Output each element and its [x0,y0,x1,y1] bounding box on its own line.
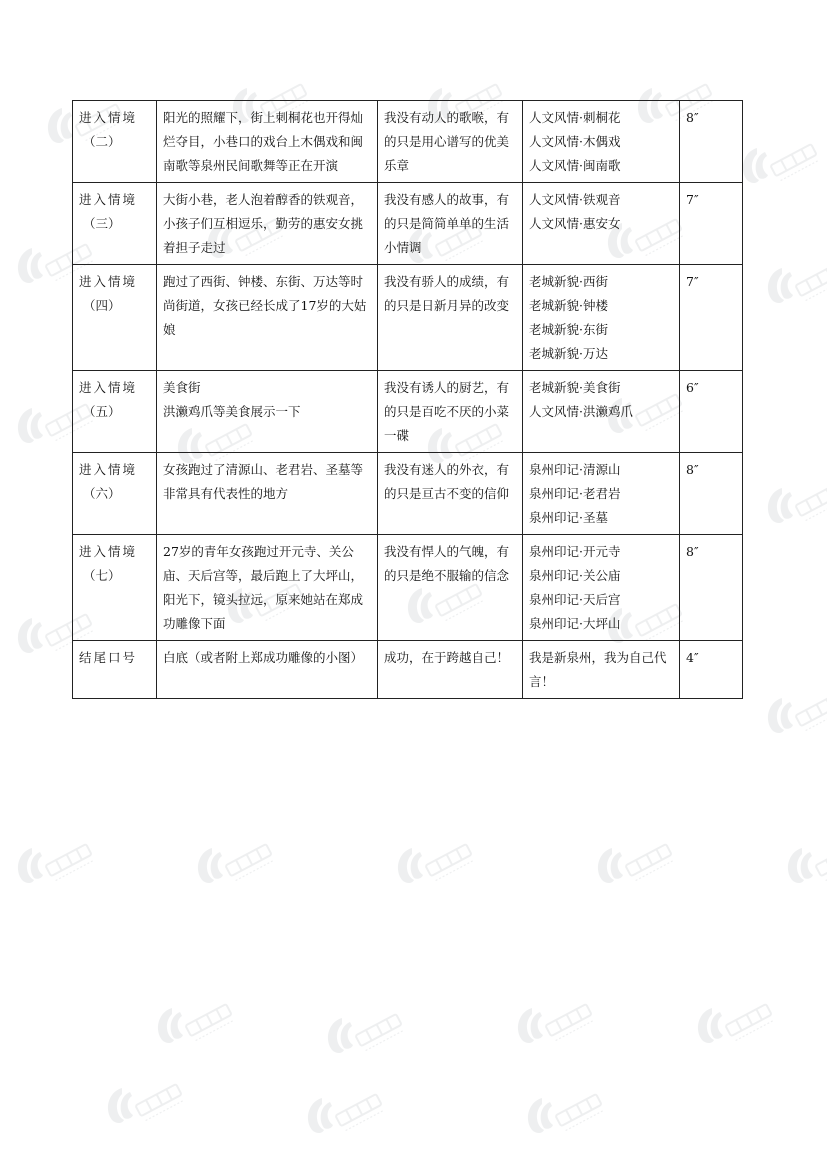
caption-cell: 我没有感人的故事，有的只是简简单单的生活小情调 [378,183,523,265]
theme-tag: 泉州印记·圣墓 [529,510,608,525]
duration-cell: 6″ [680,371,743,453]
table-row [73,371,743,453]
content-cell: 阳光的照耀下，街上刺桐花也开得灿烂夺目，小巷口的戏台上木偶戏和闽南歌等泉州民间歌舞等正在开演 [157,101,378,183]
theme-cell [523,371,680,453]
table-row [73,101,743,183]
caption-cell: 我没有骄人的成绩，有的只是日新月异的改变 [378,265,523,371]
watermark-logo [760,480,827,530]
watermark-logo [780,840,827,890]
theme-tag: 我是新泉州，我为自己代言！ [529,650,667,689]
duration-cell: 7″ [680,183,743,265]
scene-number: （六） [83,486,121,501]
scene-label: 进入情境 [79,274,138,289]
theme-tag: 老城新貌·西街 [529,274,608,289]
scene-cell [73,641,157,699]
content-cell: 女孩跑过了清源山、老君岩、圣墓等非常具有代表性的地方 [157,453,378,535]
theme-tag: 人文风情·惠安女 [529,216,621,231]
scene-cell [73,371,157,453]
caption-cell: 成功，在于跨越自己！ [378,641,523,699]
duration-cell: 4″ [680,641,743,699]
storyboard-table [72,100,743,699]
theme-cell [523,265,680,371]
theme-tag: 人文风情·洪濑鸡爪 [529,404,633,419]
table-row [73,535,743,641]
table-row [73,183,743,265]
scene-cell [73,183,157,265]
watermark-logo [190,840,280,890]
scene-cell [73,535,157,641]
table-row [73,265,743,371]
watermark-logo [590,840,680,890]
scene-number: （三） [83,216,121,231]
theme-cell [523,535,680,641]
theme-tag: 泉州印记·清源山 [529,462,621,477]
scene-label: 进入情境 [79,462,138,477]
scene-label: 进入情境 [79,192,138,207]
duration-cell: 8″ [680,535,743,641]
theme-tag: 泉州印记·天后宫 [529,592,621,607]
content-cell: 跑过了西街、钟楼、东街、万达等时尚街道，女孩已经长成了17岁的大姑娘 [157,265,378,371]
scene-label: 进入情境 [79,544,138,559]
theme-tag: 泉州印记·开元寺 [529,544,621,559]
theme-tag: 老城新貌·钟楼 [529,298,608,313]
theme-cell [523,183,680,265]
content-cell: 白底（或者附上郑成功雕像的小图） [157,641,378,699]
scene-label: 进入情境 [79,380,138,395]
theme-tag: 泉州印记·老君岩 [529,486,621,501]
scene-number: （五） [83,404,121,419]
scene-number: （二） [83,134,121,149]
watermark-logo [735,140,825,190]
theme-tag: 人文风情·刺桐花 [529,110,621,125]
scene-cell [73,101,157,183]
scene-number: （四） [83,298,121,313]
theme-tag: 人文风情·木偶戏 [529,134,621,149]
duration-cell: 7″ [680,265,743,371]
theme-cell [523,453,680,535]
caption-cell: 我没有迷人的外衣，有的只是亘古不变的信仰 [378,453,523,535]
theme-tag: 老城新貌·东街 [529,322,608,337]
caption-cell: 我没有诱人的厨艺，有的只是百吃不厌的小菜一碟 [378,371,523,453]
watermark-logo [760,690,827,740]
table-row [73,453,743,535]
theme-cell [523,641,680,699]
watermark-logo [510,1000,600,1050]
caption-cell: 我没有动人的歌喉，有的只是用心谱写的优美乐章 [378,101,523,183]
watermark-logo [320,1010,410,1060]
theme-tag: 人文风情·铁观音 [529,192,621,207]
caption-cell: 我没有悍人的气魄，有的只是绝不服输的信念 [378,535,523,641]
scene-number: （七） [83,568,121,583]
theme-tag: 老城新貌·美食街 [529,380,621,395]
watermark-logo [690,1000,780,1050]
watermark-logo [100,1080,190,1130]
scene-label: 结尾口号 [79,650,138,665]
theme-tag: 泉州印记·关公庙 [529,568,621,583]
watermark-logo [390,840,480,890]
watermark-logo [520,1090,610,1140]
scene-cell [73,265,157,371]
duration-cell: 8″ [680,101,743,183]
theme-cell [523,101,680,183]
content-cell: 27岁的青年女孩跑过开元寺、关公庙、天后宫等，最后跑上了大坪山，阳光下，镜头拉远，原来她站在郑成功雕像下面 [157,535,378,641]
content-cell: 大街小巷，老人泡着醇香的铁观音，小孩子们互相逗乐，勤劳的惠安女挑着担子走过 [157,183,378,265]
table-row [73,641,743,699]
watermark-logo [150,1000,240,1050]
watermark-logo [300,1090,390,1140]
watermark-logo [10,840,100,890]
content-cell: 美食街 洪濑鸡爪等美食展示一下 [157,371,378,453]
scene-label: 进入情境 [79,110,138,125]
theme-tag: 人文风情·闽南歌 [529,158,621,173]
watermark-logo [760,260,827,310]
theme-tag: 老城新貌·万达 [529,346,608,361]
duration-cell: 8″ [680,453,743,535]
scene-cell [73,453,157,535]
theme-tag: 泉州印记·大坪山 [529,616,621,631]
